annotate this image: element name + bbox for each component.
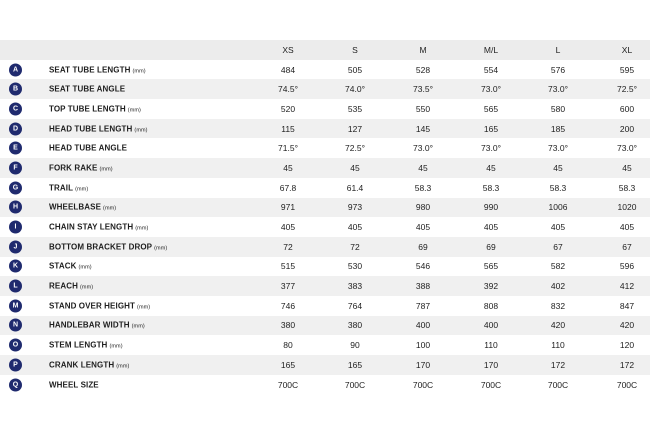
table-cell: 520 — [280, 103, 296, 114]
row-label — [49, 144, 129, 153]
table-cell: 383 — [347, 281, 363, 292]
table-cell: 565 — [483, 261, 499, 272]
row-label-text: FORK RAKE — [49, 163, 98, 173]
table-cell: 565 — [483, 103, 499, 114]
table-cell: 700C — [277, 379, 299, 390]
row-unit: (mm) — [132, 68, 146, 75]
table-row — [0, 60, 650, 80]
row-letter-badge: J — [9, 240, 22, 253]
table-row — [0, 158, 650, 178]
table-cell: 172 — [550, 359, 566, 370]
row-letter-badge: K — [9, 260, 22, 273]
table-cell: 73.0° — [548, 84, 568, 95]
row-label-text: HEAD TUBE LENGTH — [49, 124, 133, 134]
table-cell: 172 — [619, 359, 635, 370]
table-cell: 530 — [347, 261, 363, 272]
table-cell: 847 — [619, 300, 635, 311]
row-label-text: TRAIL — [49, 183, 74, 193]
table-cell: 67 — [622, 241, 632, 252]
table-cell: 45 — [622, 162, 632, 173]
table-cell: 165 — [347, 359, 363, 370]
table-cell: 405 — [347, 222, 363, 233]
table-cell: 1006 — [548, 202, 568, 213]
row-letter-badge: N — [9, 319, 22, 332]
table-cell: 73.0° — [481, 143, 501, 154]
row-label — [49, 163, 113, 172]
table-cell: 380 — [280, 320, 296, 331]
row-letter-badge: L — [9, 280, 22, 293]
table-cell: 185 — [550, 123, 566, 134]
row-label — [49, 65, 146, 74]
table-cell: 200 — [619, 123, 635, 134]
table-row — [0, 138, 650, 158]
table-cell: 402 — [550, 281, 566, 292]
table-cell: 971 — [280, 202, 296, 213]
row-label — [49, 85, 127, 94]
table-cell: 110 — [551, 340, 565, 351]
table-cell: 582 — [550, 261, 566, 272]
row-label-text: STACK — [49, 261, 77, 271]
table-row — [0, 296, 650, 316]
table-row — [0, 237, 650, 257]
table-cell: 58.3 — [549, 182, 567, 193]
table-cell: 550 — [415, 103, 431, 114]
row-label — [49, 183, 88, 192]
row-unit: (mm) — [109, 343, 123, 350]
table-row — [0, 335, 650, 355]
table-cell: 600 — [619, 103, 635, 114]
row-letter-badge: H — [9, 201, 22, 214]
table-cell: 405 — [619, 222, 635, 233]
table-cell: 45 — [283, 162, 293, 173]
table-cell: 405 — [550, 222, 566, 233]
row-label — [49, 380, 101, 389]
table-cell: 412 — [619, 281, 635, 292]
row-letter-badge: F — [9, 161, 22, 174]
table-cell: 808 — [483, 300, 499, 311]
table-cell: 595 — [619, 64, 635, 75]
column-header: M — [419, 44, 427, 55]
row-letter-badge: Q — [9, 378, 22, 391]
column-header: L — [555, 44, 561, 55]
table-row — [0, 99, 650, 119]
table-cell: 700C — [480, 379, 502, 390]
table-cell: 67 — [553, 241, 563, 252]
row-label-text: WHEEL SIZE — [49, 380, 99, 390]
row-label-text: REACH — [49, 281, 78, 291]
table-cell: 554 — [483, 64, 499, 75]
table-cell: 120 — [619, 340, 635, 351]
table-cell: 505 — [347, 64, 363, 75]
row-letter-badge: I — [9, 221, 22, 234]
table-cell: 700C — [547, 379, 569, 390]
row-label — [49, 360, 129, 369]
row-unit: (mm) — [78, 264, 92, 271]
table-cell: 100 — [415, 340, 431, 351]
table-cell: 73.0° — [481, 84, 501, 95]
table-cell: 405 — [415, 222, 431, 233]
row-letter-badge: D — [9, 122, 22, 135]
table-cell: 700C — [344, 379, 366, 390]
row-letter-badge: E — [9, 142, 22, 155]
row-label — [49, 104, 141, 113]
table-header-row — [0, 40, 650, 60]
table-cell: 69 — [418, 241, 428, 252]
row-unit: (mm) — [99, 166, 113, 173]
column-header: XS — [282, 44, 294, 55]
table-row — [0, 257, 650, 277]
table-cell: 58.3 — [482, 182, 500, 193]
geometry-table — [0, 40, 650, 394]
row-label-text: BOTTOM BRACKET DROP — [49, 242, 153, 252]
row-label — [49, 124, 148, 133]
row-unit: (mm) — [116, 363, 130, 370]
table-cell: 580 — [550, 103, 566, 114]
table-cell: 45 — [553, 162, 563, 173]
table-cell: 73.0° — [617, 143, 637, 154]
table-cell: 420 — [550, 320, 566, 331]
column-header: M/L — [483, 44, 499, 55]
row-letter-badge: A — [9, 63, 22, 76]
table-cell: 400 — [483, 320, 499, 331]
table-cell: 377 — [280, 281, 296, 292]
table-cell: 165 — [483, 123, 499, 134]
table-cell: 61.4 — [346, 182, 364, 193]
column-header: S — [352, 44, 358, 55]
row-label — [49, 203, 116, 212]
row-label-text: CHAIN STAY LENGTH — [49, 222, 134, 232]
table-cell: 90 — [350, 340, 360, 351]
table-cell: 45 — [350, 162, 360, 173]
table-row — [0, 79, 650, 99]
table-cell: 74.0° — [345, 84, 365, 95]
row-label-text: SEAT TUBE ANGLE — [49, 84, 126, 94]
table-row — [0, 316, 650, 336]
row-label-text: HANDLEBAR WIDTH — [49, 320, 130, 330]
row-unit: (mm) — [134, 127, 148, 134]
row-unit: (mm) — [137, 304, 151, 311]
table-cell: 58.3 — [414, 182, 432, 193]
row-letter-badge: B — [9, 83, 22, 96]
table-cell: 73.0° — [548, 143, 568, 154]
table-cell: 746 — [280, 300, 296, 311]
table-row — [0, 178, 650, 198]
table-cell: 700C — [412, 379, 434, 390]
table-cell: 127 — [347, 123, 363, 134]
table-cell: 73.0° — [413, 143, 433, 154]
table-cell: 165 — [280, 359, 296, 370]
row-label-text: TOP TUBE LENGTH — [49, 104, 126, 114]
table-row — [0, 198, 650, 218]
table-cell: 528 — [415, 64, 431, 75]
row-label — [49, 301, 150, 310]
table-cell: 420 — [619, 320, 635, 331]
row-label — [49, 321, 145, 330]
table-cell: 400 — [415, 320, 431, 331]
row-unit: (mm) — [103, 205, 117, 212]
table-cell: 405 — [280, 222, 296, 233]
table-row — [0, 217, 650, 237]
table-cell: 80 — [283, 340, 293, 351]
table-cell: 392 — [483, 281, 499, 292]
row-letter-badge: P — [9, 358, 22, 371]
table-cell: 546 — [415, 261, 431, 272]
row-unit: (mm) — [79, 284, 94, 291]
table-cell: 72 — [283, 241, 293, 252]
table-cell: 170 — [483, 359, 499, 370]
table-cell: 576 — [550, 64, 566, 75]
table-cell: 1020 — [617, 202, 637, 213]
table-cell: 515 — [280, 261, 296, 272]
row-label — [49, 223, 148, 232]
table-cell: 973 — [347, 202, 363, 213]
row-unit: (mm) — [131, 323, 145, 330]
table-cell: 764 — [347, 300, 363, 311]
table-cell: 700C — [616, 379, 638, 390]
table-cell: 990 — [483, 202, 499, 213]
table-cell: 535 — [347, 103, 363, 114]
table-cell: 72 — [350, 241, 360, 252]
table-cell: 115 — [281, 123, 295, 134]
table-cell: 45 — [418, 162, 428, 173]
table-cell: 45 — [486, 162, 496, 173]
row-label-text: WHEELBASE — [49, 202, 102, 212]
table-cell: 69 — [486, 241, 496, 252]
table-cell: 170 — [415, 359, 431, 370]
row-label-text: SEAT TUBE LENGTH — [49, 65, 131, 75]
table-row — [0, 375, 650, 395]
row-label — [49, 262, 92, 271]
table-cell: 832 — [550, 300, 566, 311]
row-unit: (mm) — [135, 225, 149, 232]
row-label-text: STAND OVER HEIGHT — [49, 301, 136, 311]
table-cell: 596 — [619, 261, 635, 272]
row-label-text: STEM LENGTH — [49, 340, 108, 350]
row-label-text: CRANK LENGTH — [49, 360, 115, 370]
row-letter-badge: G — [9, 181, 22, 194]
row-unit: (mm) — [154, 245, 168, 252]
table-cell: 388 — [415, 281, 431, 292]
table-cell: 787 — [415, 300, 431, 311]
row-unit: (mm) — [75, 186, 89, 193]
table-cell: 980 — [415, 202, 431, 213]
row-label — [49, 341, 123, 350]
table-cell: 58.3 — [618, 182, 636, 193]
table-cell: 74.5° — [278, 84, 298, 95]
table-row — [0, 119, 650, 139]
table-cell: 73.5° — [413, 84, 433, 95]
table-cell: 67.8 — [279, 182, 297, 193]
table-cell: 71.5° — [278, 143, 298, 154]
table-row — [0, 355, 650, 375]
row-label — [49, 282, 93, 291]
table-cell: 72.5° — [617, 84, 637, 95]
table-cell: 405 — [483, 222, 499, 233]
column-header: XL — [621, 44, 633, 55]
table-cell: 484 — [280, 64, 296, 75]
row-letter-badge: C — [9, 102, 22, 115]
row-label-text: HEAD TUBE ANGLE — [49, 143, 128, 153]
row-letter-badge: M — [9, 299, 22, 312]
table-cell: 145 — [415, 123, 431, 134]
row-label — [49, 242, 167, 251]
table-row — [0, 276, 650, 296]
table-cell: 380 — [347, 320, 363, 331]
row-letter-badge: O — [9, 339, 22, 352]
row-unit: (mm) — [127, 107, 141, 114]
table-cell: 72.5° — [345, 143, 365, 154]
table-cell: 110 — [484, 340, 498, 351]
